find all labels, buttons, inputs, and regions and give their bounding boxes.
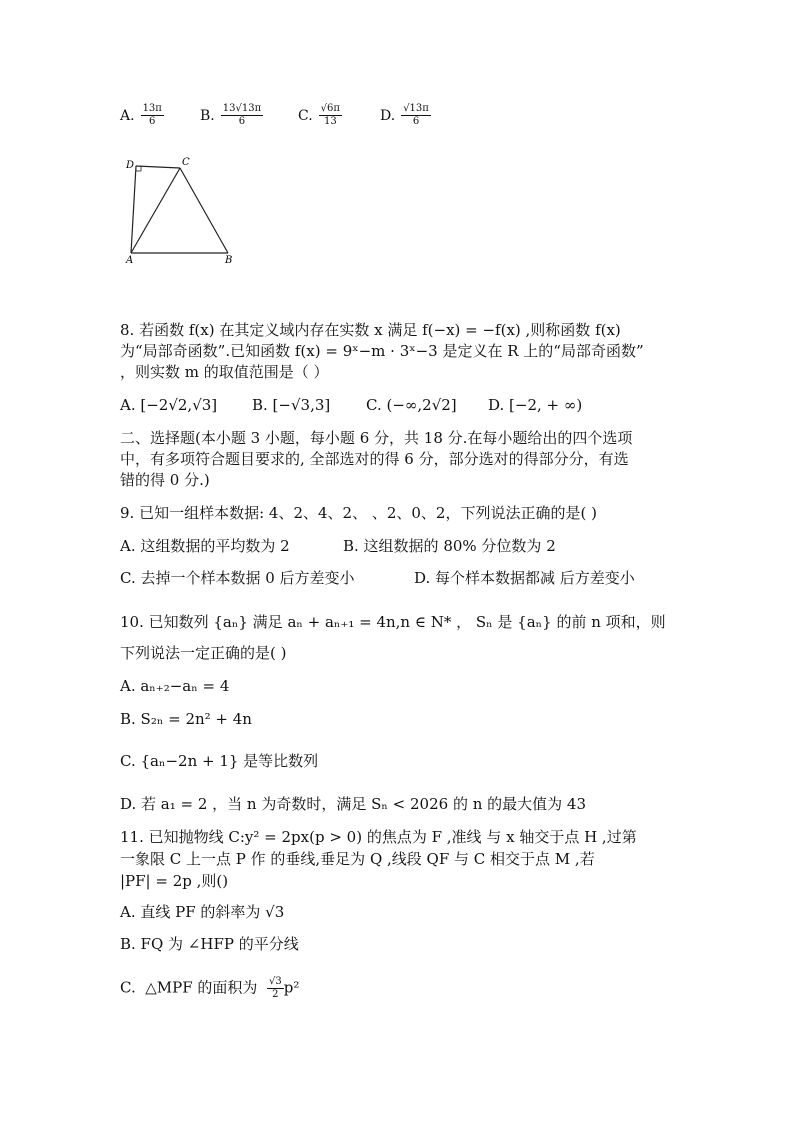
q10-line-2: 下列说法一定正确的是( ) bbox=[120, 644, 287, 662]
section2-line-3: 错的得 0 分.) bbox=[120, 471, 210, 489]
q7-option-c-den: 13 bbox=[323, 116, 337, 127]
q11-option-c-frac-num: √3 bbox=[268, 976, 282, 987]
q11-option-c bbox=[120, 976, 299, 1001]
q9-option-a: A. 这组数据的平均数为 2 bbox=[120, 537, 290, 555]
q10-option-b: B. S₂ₙ = 2n² + 4n bbox=[120, 710, 252, 728]
edge-da bbox=[131, 166, 136, 253]
section2-line-1: 二、选择题(本小题 3 小题，每小题 6 分，共 18 分.在每小题给出的四个选项 bbox=[120, 429, 633, 447]
q8-option-a: A. [−2√2,√3] bbox=[120, 396, 218, 414]
q7-option-d-num: √13π bbox=[403, 103, 429, 114]
q7-option-b-den: 6 bbox=[238, 116, 246, 127]
q7-option-b-fraction bbox=[221, 103, 263, 128]
q7-option-c-label: C. bbox=[298, 107, 313, 124]
q7-option-d-fraction bbox=[401, 103, 431, 128]
q8-line-2: 为“局部奇函数”.已知函数 f(x) = 9ˣ−m · 3ˣ−3 是定义在 R 上的“局部奇函数” bbox=[120, 342, 644, 360]
label-c: C bbox=[182, 157, 190, 168]
q9-stem: 9. 已知一组样本数据: 4、2、4、2、 、2、0、2，下列说法正确的是( ) bbox=[120, 504, 597, 522]
q7-option-a-num: 13π bbox=[142, 103, 162, 114]
q9-option-b: B. 这组数据的 80% 分位数为 2 bbox=[343, 537, 556, 555]
label-a: A bbox=[126, 255, 134, 266]
q11-option-c-text: △MPF 的面积为 bbox=[145, 978, 258, 997]
q11-option-c-frac-den: 2 bbox=[272, 989, 279, 1000]
q11-option-c-fraction bbox=[267, 976, 284, 1001]
trapezoid-figure bbox=[120, 155, 245, 267]
q7-option-b bbox=[200, 103, 263, 128]
q7-option-b-label: B. bbox=[200, 107, 215, 124]
q11-option-a: A. 直线 PF 的斜率为 √3 bbox=[120, 903, 285, 921]
q7-option-d-label: D. bbox=[380, 107, 396, 124]
label-b: B bbox=[225, 255, 233, 266]
q11-line-3: |PF| = 2p ,则() bbox=[120, 872, 229, 890]
q8-option-b: B. [−√3,3] bbox=[252, 396, 331, 414]
q10-line-1: 10. 已知数列 {aₙ} 满足 aₙ + aₙ₊₁ = 4n,n ∈ N* ， Sₙ 是 {aₙ} 的前 n 项和，则 bbox=[120, 613, 666, 631]
q7-option-b-num: 13√13π bbox=[222, 103, 262, 114]
q9-option-c: C. 去掉一个样本数据 0 后方差变小 bbox=[120, 569, 355, 587]
q8-line-3: ，则实数 m 的取值范围是（ ） bbox=[120, 363, 329, 381]
q11-option-c-label: C. bbox=[120, 978, 136, 997]
section2-line-2: 中，有多项符合题目要求的, 全部选对的得 6 分，部分选对的得部分分，有选 bbox=[120, 450, 629, 468]
q7-option-d-den: 6 bbox=[412, 116, 420, 127]
q7-option-c-num: √6π bbox=[320, 103, 340, 114]
q7-option-a bbox=[120, 103, 164, 128]
edge-cd bbox=[136, 166, 180, 168]
q11-option-c-tail: p² bbox=[283, 978, 300, 997]
q8-line-1: 8. 若函数 f(x) 在其定义域内存在实数 x 满足 f(−x) = −f(x) ,则称函数 f(x) bbox=[120, 321, 621, 339]
q10-option-d: D. 若 a₁ = 2 ，当 n 为奇数时，满足 Sₙ < 2026 的 n 的最大值为 43 bbox=[120, 795, 586, 813]
q7-option-a-den: 6 bbox=[149, 116, 156, 127]
q7-option-d bbox=[380, 103, 431, 128]
edge-bc bbox=[180, 168, 228, 253]
q8-option-d: D. [−2, + ∞) bbox=[488, 396, 583, 414]
q10-option-a: A. aₙ₊₂−aₙ = 4 bbox=[120, 677, 230, 695]
q11-option-b: B. FQ 为 ∠HFP 的平分线 bbox=[120, 935, 299, 953]
q10-option-c: C. {aₙ−2n + 1} 是等比数列 bbox=[120, 752, 319, 770]
q7-option-c bbox=[298, 103, 342, 128]
label-d: D bbox=[126, 160, 135, 171]
q11-line-1: 11. 已知抛物线 C:y² = 2px(p > 0) 的焦点为 F ,准线 与 x 轴交于点 H ,过第 bbox=[120, 828, 637, 846]
q9-option-d: D. 每个样本数据都减 后方差变小 bbox=[414, 569, 635, 587]
q7-option-c-fraction bbox=[319, 103, 342, 128]
q8-option-c: C. (−∞,2√2] bbox=[366, 396, 457, 414]
q7-option-a-fraction bbox=[141, 103, 164, 128]
diagonal-ac bbox=[131, 168, 180, 253]
q7-option-a-label: A. bbox=[120, 107, 135, 124]
q11-line-2: 一象限 C 上一点 P 作 的垂线,垂足为 Q ,线段 QF 与 C 相交于点 M ,若 bbox=[120, 850, 595, 868]
